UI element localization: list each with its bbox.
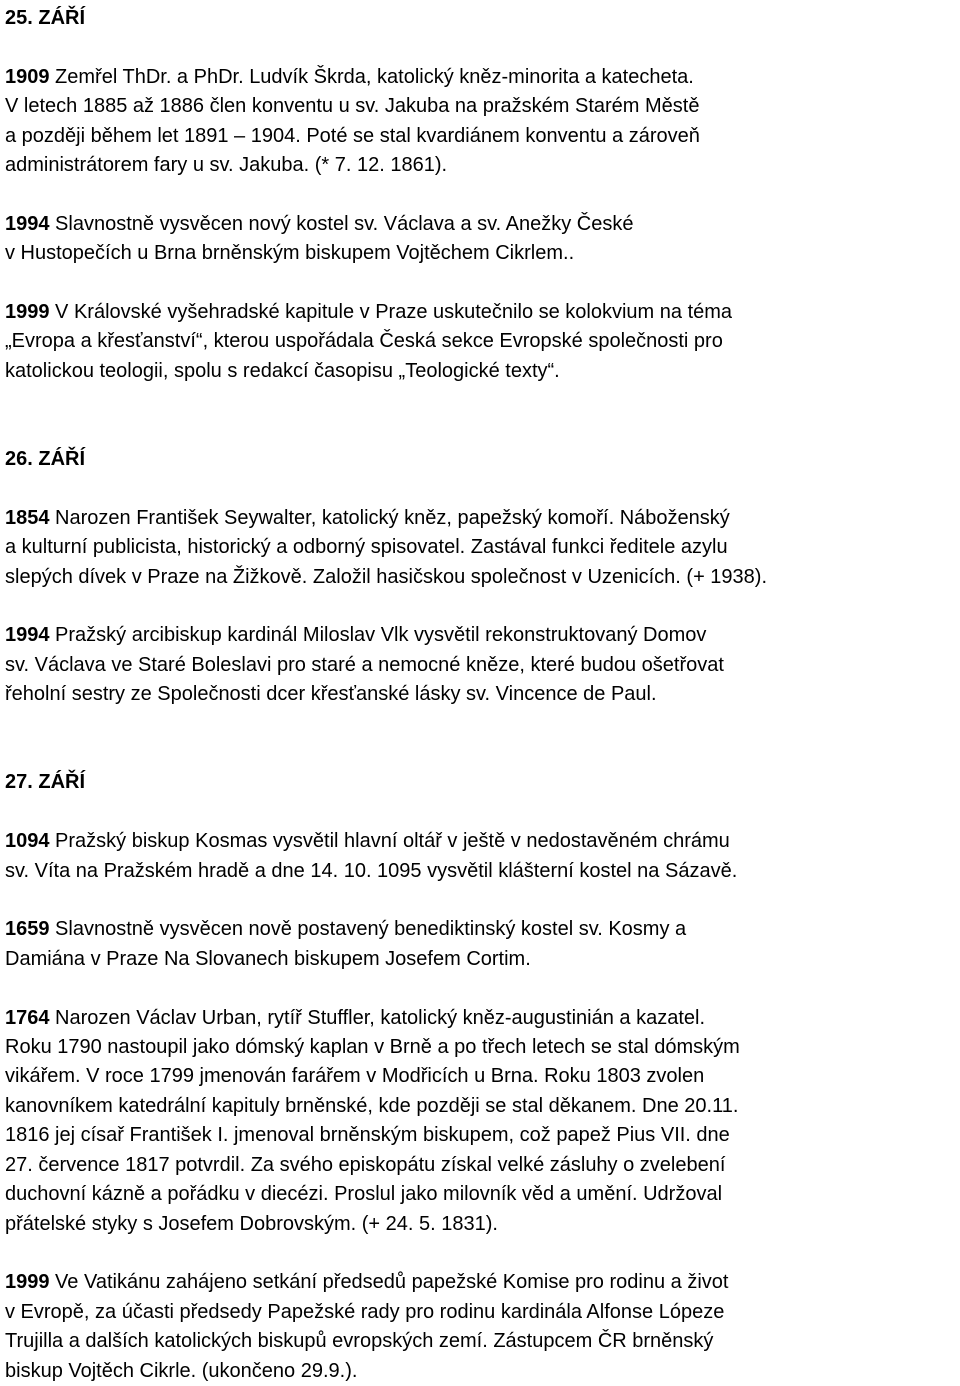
entry-1909 [5, 63, 955, 181]
entry-year: 1994 [5, 212, 50, 235]
entry-1854 [5, 504, 955, 592]
day-heading-27: 27. ZÁŘÍ [5, 771, 86, 794]
document-page [5, 4, 955, 1386]
entry-text: Slavnostně vysvěcen nově postavený benediktinský kostel sv. Kosmy a Damiána v Praze Na Slovanech biskupem Josefem Cortim. [5, 918, 687, 970]
entry-year: 1854 [5, 506, 50, 529]
entry-year: 1659 [5, 918, 50, 941]
entry-year: 1094 [5, 830, 50, 853]
entry-1994 [5, 210, 955, 269]
entry-1094 [5, 827, 955, 886]
day-heading-26: 26. ZÁŘÍ [5, 448, 86, 471]
entry-text: Slavnostně vysvěcen nový kostel sv. Václava a sv. Anežky České v Hustopečích u Brna brněnským biskupem Vojtěchem Cikrlem.. [5, 212, 634, 265]
entry-text: Pražský arcibiskup kardinál Miloslav Vlk vysvětil rekonstruktovaný Domov sv. Václava ve Staré Boleslavi pro staré a nemocné kněze, které budou ošetřovat řeholní sestry ze Společnosti dcer křesťanské lásky sv. Vincence de Paul. [5, 624, 724, 706]
entry-1994 [5, 621, 955, 709]
entry-1999 [5, 298, 955, 386]
entry-text: V Královské vyšehradské kapitule v Praze uskutečnilo se kolokvium na téma „Evropa a křesťanství“, kterou uspořádala Česká sekce Evropské společnosti pro katolickou teologii, spolu s redakcí časopisu „Teologické texty“. [5, 301, 733, 382]
entry-year: 1999 [5, 301, 50, 324]
entry-year: 1999 [5, 1271, 50, 1294]
entry-year: 1909 [5, 65, 50, 88]
entry-year: 1764 [5, 1006, 50, 1029]
entry-year: 1994 [5, 624, 50, 647]
entry-1659 [5, 915, 955, 974]
entry-text: Pražský biskup Kosmas vysvětil hlavní oltář v ještě v nedostavěném chrámu sv. Víta na Pražském hradě a dne 14. 10. 1095 vysvětil klášterní kostel na Sázavě. [5, 830, 738, 882]
entry-1764 [5, 1004, 955, 1239]
entry-text: Zemřel ThDr. a PhDr. Ludvík Škrda, katolický kněz-minorita a katecheta. V letech 1885 až 1886 člen konventu u sv. Jakuba na pražském Starém Městě a později během let 1891 – 1904. Poté se stal kvardiánem konventu a zároveň administrátorem fary u sv. Jakuba. (* 7. 12. 1861). [5, 65, 700, 177]
entry-text: Narozen Václav Urban, rytíř Stuffler, katolický kněz-augustinián a kazatel. Roku 1790 nastoupil jako dómský kaplan v Brně a po třech letech se stal dómským vikářem. V roce 1799 jmenován farářem v Modřicích u Brna. Roku 1803 zvolen kanovníkem katedrální kapituly brněnské, kde později se stal děkanem. Dne 20.11. 1816 jej císař František I. jmenoval brněnským biskupem, což papež Pius VII. dne 27. července 1817 potvrdil. Za svého episkopátu získal velké zásluhy o zvelebení duchovní kázně a pořádku v diecézi. Proslul jako milovník věd a umění. Udržoval přátelské styky s Josefem Dobrovským. (+ 24. 5. 1831). [5, 1006, 740, 1235]
day-heading-25: 25. ZÁŘÍ [5, 7, 86, 29]
entry-text: Narozen František Seywalter, katolický kněz, papežský komoří. Náboženský a kulturní publicista, historický a odborný spisovatel. Zastával funkci ředitele azylu slepých dívek v Praze na Žižkově. Založil hasičskou společnost v Uzenicích. (+ 1938). [5, 506, 768, 588]
entry-1999 [5, 1268, 955, 1386]
entry-text: Ve Vatikánu zahájeno setkání předsedů papežské Komise pro rodinu a život v Evropě, za účasti předsedy Papežské rady pro rodinu kardinála Alfonse Lópeze Trujilla a dalších katolických biskupů evropských zemí. Zástupcem ČR brněnský biskup Vojtěch Cikrle. (ukončeno 29.9.). [5, 1271, 729, 1382]
